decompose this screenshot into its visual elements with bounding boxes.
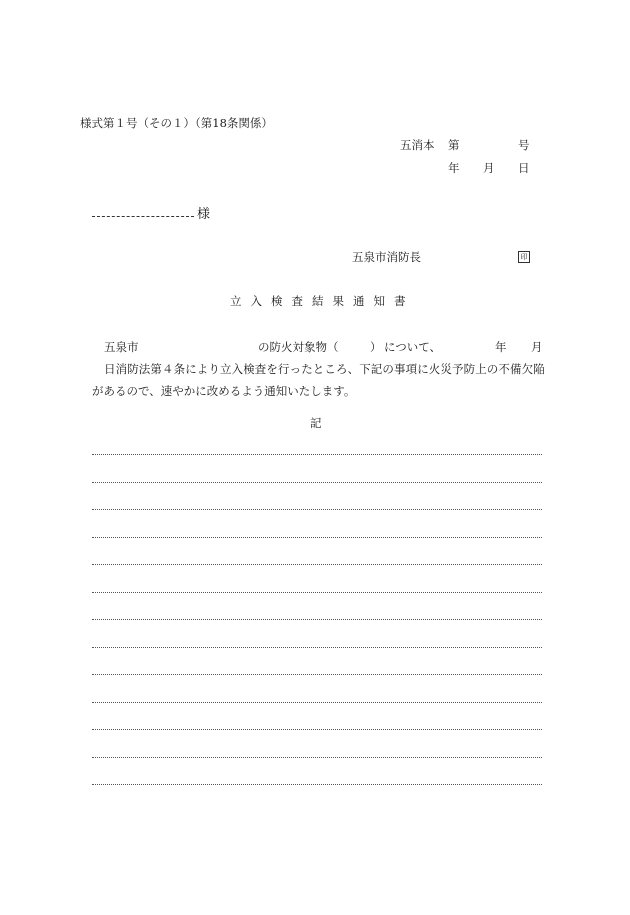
document-title: 立入検査結果通知書 (230, 294, 415, 308)
ruled-line (92, 619, 542, 620)
ruled-line (92, 757, 542, 758)
ruled-line (92, 784, 542, 785)
body-line-2: 日消防法第４条により立入検査を行ったところ、下記の事項に火災予防上の不備欠陥 (104, 362, 545, 376)
form-label: 様式第１号（その１）（第18条関係） (80, 116, 273, 130)
doc-number-dai: 第 (448, 138, 460, 152)
ruled-line (92, 482, 542, 483)
body-city: 五泉市 (104, 340, 139, 354)
body-about: について、 (384, 340, 442, 354)
ki-label: 記 (310, 416, 322, 430)
ruled-line (92, 674, 542, 675)
doc-number-prefix: 五消本 (400, 138, 435, 152)
addressee-line (92, 216, 194, 217)
ruled-line (92, 537, 542, 538)
ruled-line (92, 647, 542, 648)
ruled-line (92, 564, 542, 565)
sender-title: 五泉市消防長 (352, 250, 421, 264)
ruled-line (92, 729, 542, 730)
body-month: 月 (531, 340, 543, 354)
body-year: 年 (495, 340, 507, 354)
addressee-honorific: 様 (197, 207, 211, 222)
ruled-line (92, 509, 542, 510)
ruled-line (92, 454, 542, 455)
ruled-line (92, 592, 542, 593)
doc-number-go: 号 (518, 138, 530, 152)
date-month: 月 (483, 161, 495, 175)
body-close-paren: ） (370, 340, 382, 354)
ruled-line (92, 702, 542, 703)
body-line-3: があるので、速やかに改めるよう通知いたします。 (92, 384, 356, 398)
date-year: 年 (448, 161, 460, 175)
seal-mark: 印 (518, 251, 530, 263)
date-day: 日 (518, 161, 530, 175)
body-object-of: の防火対象物（ (258, 340, 339, 354)
